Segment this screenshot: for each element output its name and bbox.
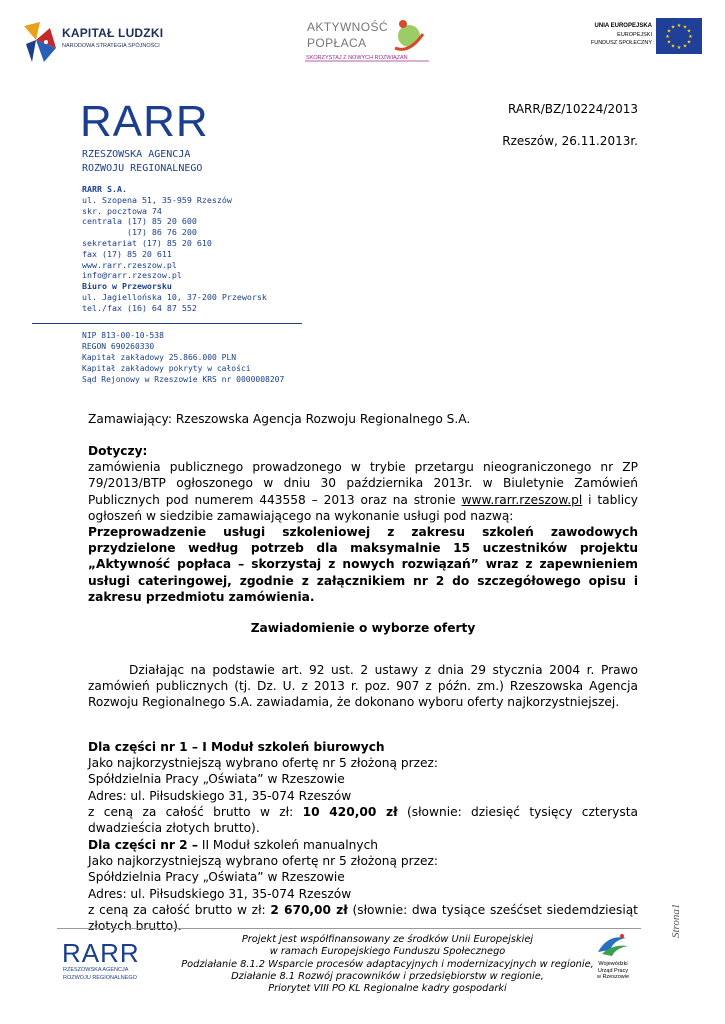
aktywnosc-line2: POPŁACA — [307, 36, 367, 50]
svg-text:★: ★ — [682, 24, 688, 31]
svg-text:★: ★ — [670, 24, 676, 31]
svg-text:★: ★ — [676, 23, 682, 29]
part2-price-b: (słownie: dwa tysiące sześćset siedemdziesiąt złotych brutto). — [88, 902, 638, 934]
part2-price-a: z ceną za całość brutto w zł: — [88, 902, 271, 917]
wup-line3: w Rzeszowie — [596, 974, 630, 980]
reg-capital: Kapitał zakładowy 25.866.000 PLN — [82, 353, 237, 362]
aktywnosc-line1: AKTYWNOŚĆ — [307, 20, 388, 34]
part2-price: 2 670,00 zł — [270, 902, 348, 917]
part1-price: 10 420,00 zł — [302, 804, 398, 819]
address-secretariat: sekretariat (17) 85 20 610 — [82, 237, 212, 248]
notice-title — [88, 620, 638, 636]
kapital-ludzki-subtitle: NARODOWA STRATEGIA SPÓJNOŚCI — [62, 43, 160, 49]
svg-text:★: ★ — [688, 34, 693, 40]
footer-rarr-logo: RARR — [62, 938, 140, 968]
reg-court: Sąd Rejonowy w Rzeszowie KRS nr 0000008207 — [82, 375, 285, 384]
svg-text:★: ★ — [670, 43, 676, 50]
branch-address: ul. Jagiellońska 10, 37-200 Przeworsk — [82, 291, 267, 302]
kapital-ludzki-title: KAPITAŁ LUDZKI — [62, 26, 164, 40]
intro-paragraph: Działając na podstawie art. 92 ust. 2 ustawy z dnia 29 stycznia 2004 r. Prawo zamówień publicznych (tj. Dz. U. z 2013 r. poz. 907 z późn. zm.) Rzeszowska Agencja Rozwoju Regionalnego S.A. zawiadamia, że dokonano wyboru oferty najkorzystniejszej. — [88, 663, 638, 710]
footer-rarr-sub1: RZESZOWSKA AGENCJA — [63, 967, 129, 973]
footer-line4: Działanie 8.1 Rozwój pracowników i przedsiębiorstw w regionie, — [231, 970, 544, 982]
wup-text — [586, 961, 640, 981]
concerns-label: Dotyczy: — [88, 444, 148, 458]
address-phone2: (17) 86 76 200 — [82, 227, 197, 238]
concerns-section — [88, 443, 638, 605]
footer-divider — [57, 928, 641, 929]
branch-phone: tel./fax (16) 64 87 552 — [82, 302, 197, 313]
document-date: Rzeszów, 26.11.2013r. — [502, 134, 638, 148]
concerns-text-b: i tablicy ogłoszeń w siedzibie zamawiającego na wykonanie usługi pod nazwą: — [88, 492, 638, 523]
footer-rarr-sub2: ROZWOJU REGIONALNEGO — [63, 975, 137, 981]
svg-text:★: ★ — [676, 45, 682, 51]
rarr-logo: RARR — [80, 97, 209, 146]
part2-line1: Jako najkorzystniejszą wybrano ofertę nr 5 złożoną przez: — [88, 854, 438, 869]
svg-text:★: ★ — [686, 39, 692, 46]
ue-line3: FUNDUSZ SPOŁECZNY — [590, 40, 652, 46]
page-number-side — [666, 880, 686, 940]
svg-text:★: ★ — [665, 34, 670, 40]
registration-block — [82, 330, 284, 385]
footer-line2: w ramach Europejskiego Funduszu Społecznego — [269, 946, 506, 958]
part1-line2: Spółdzielnia Pracy „Oświata” w Rzeszowie — [88, 772, 345, 787]
wup-bird-logo-icon — [592, 930, 632, 960]
part1-section — [88, 739, 638, 836]
part1-line3: Adres: ul. Piłsudskiego 31, 35-074 Rzeszów — [88, 788, 352, 803]
ue-line2: EUROPEJSKI — [617, 32, 652, 38]
reference-number: RARR/BZ/10224/2013 — [507, 102, 638, 116]
page-number-text: Strona1 — [670, 903, 682, 938]
address-www[interactable]: www.rarr.rzeszow.pl — [82, 259, 177, 270]
part2-line2: Spółdzielnia Pracy „Oświata” w Rzeszowie — [88, 870, 345, 885]
svg-text:★: ★ — [666, 28, 672, 35]
footer-line1: Projekt jest współfinansowany ze środków Unii Europejskiej — [241, 934, 534, 945]
branch-title: Biuro w Przeworsku — [82, 281, 172, 292]
aktywnosc-line3: SKORZYSTAJ Z NOWYCH ROZWIĄZAŃ — [306, 55, 408, 61]
part2-line3: Adres: ul. Piłsudskiego 31, 35-074 Rzeszów — [88, 886, 352, 901]
part1-price-a: z ceną za całość brutto w zł: — [88, 804, 303, 819]
reg-regon: REGON 690260330 — [82, 342, 155, 351]
company-name: RARR S.A. — [82, 184, 127, 194]
footer-line5: Priorytet VIII PO KL Regionalne kadry gospodarki — [268, 983, 507, 995]
part2-title-bold: Dla części nr 2 – — [88, 838, 198, 852]
address-fax: fax (17) 85 20 611 — [82, 248, 172, 259]
footer-line3: Podziałanie 8.1.2 Wsparcie procesów adaptacyjnych i modernizacyjnych w regionie, — [181, 958, 594, 970]
rarr-name-line1: RZESZOWSKA AGENCJA — [82, 149, 191, 160]
svg-text:★: ★ — [682, 43, 688, 50]
ue-line1: UNIA EUROPEJSKA — [594, 23, 652, 29]
part2-title-rest: II Moduł szkoleń manualnych — [198, 838, 379, 852]
wup-line1: Wojewódzki — [598, 961, 628, 967]
reg-capital-paid: Kapitał zakładowy pokryty w całości — [82, 364, 251, 373]
concerns-subject: Przeprowadzenie usługi szkoleniowej z zakresu szkoleń zawodowych przydzielone według potrzeb dla maksymalnie 15 uczestników projektu „Aktywność popłaca – skorzystaj z nowych rozwiązań” wraz z zapewnieniem usługi cateringowej, zgodnie z załącznikiem nr 2 do szczegółowego opisu i zakresu przedmiotu zamówienia. — [88, 525, 638, 604]
svg-text:★: ★ — [686, 28, 692, 35]
part2-section — [88, 837, 638, 934]
address-phone1: centrala (17) 85 20 600 — [82, 216, 197, 227]
rarr-address-block — [82, 184, 267, 314]
concerns-text-a: zamówienia publicznego prowadzonego w trybie przetargu nieograniczonego nr ZP 79/2013/BTP ogłoszonego w dniu 30 października 2013r. w Biuletynie Zamówień Publicznych pod numerem 443558 – 2013 oraz na stronie — [88, 460, 638, 507]
address-street: ul. Szopena 51, 35-959 Rzeszów — [82, 194, 232, 205]
part1-title: Dla części nr 1 – I Moduł szkoleń biurowych — [88, 740, 385, 754]
rarr-name-line2: ROZWOJU REGIONALNEGO — [82, 163, 203, 174]
address-email[interactable]: info@rarr.rzeszow.pl — [82, 270, 182, 281]
wup-line2: Urząd Pracy — [597, 967, 629, 974]
part1-price-b: (słownie: dziesięć tysięcy czterysta dwadzieścia złotych brutto). — [88, 804, 638, 836]
letterhead-divider — [32, 323, 302, 324]
concerns-link[interactable]: www.rarr.rzeszow.pl — [461, 492, 583, 507]
reg-nip: NIP 813-00-10-538 — [82, 331, 164, 340]
footer-text — [175, 934, 600, 995]
eu-flag-icon — [656, 18, 702, 54]
svg-text:★: ★ — [666, 39, 672, 46]
part1-line1: Jako najkorzystniejszą wybrano ofertę nr 5 złożoną przez: — [88, 756, 438, 771]
ue-text-block — [570, 22, 652, 56]
address-pobox: skr. pocztowa 74 — [82, 205, 162, 216]
notice-title-text: Zawiadomienie o wyborze oferty — [250, 621, 476, 635]
orderer-line: Zamawiający: Rzeszowska Agencja Rozwoju Regionalnego S.A. — [88, 412, 471, 426]
